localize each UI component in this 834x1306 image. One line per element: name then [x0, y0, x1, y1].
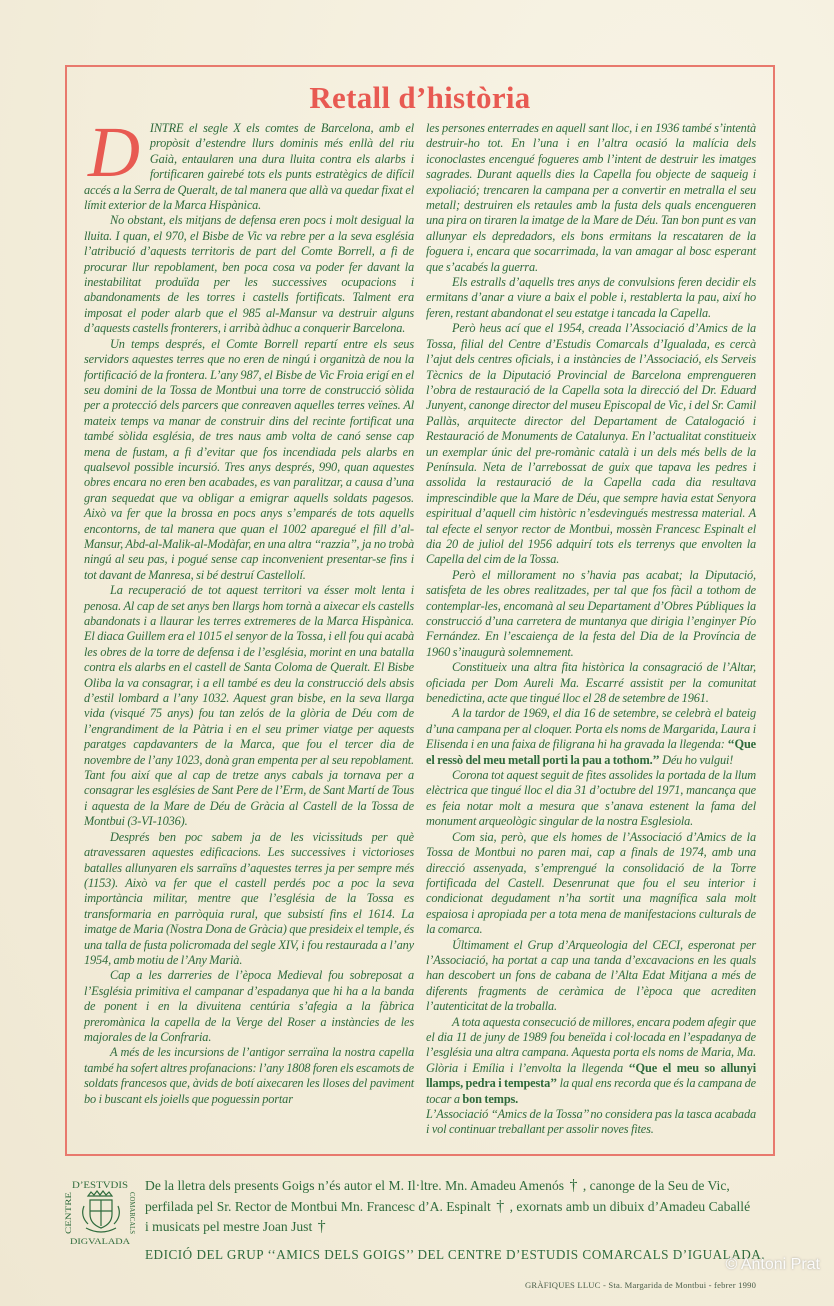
footer-bottom-row — [0, 1256, 834, 1302]
paragraph-text: Déu ho vulgui! — [659, 752, 734, 767]
edition-line: EDICIÓ DEL GRUP ‘‘AMICS DELS GOIGS’’ DEL CENTRE D’ESTUDIS COMARCALS D’IGUALADA. — [145, 1246, 766, 1262]
paragraph-text: la qual ens recorda que és la campana de tocar a — [426, 1076, 756, 1106]
credits-text: , canonge de la Seu de Vic, — [582, 1178, 730, 1193]
paragraph: Però heus ací que el 1954, creada l’Associació d’Amics de la Tossa, filial del Centre d’Estudis Comarcals d’Igualada, es cercà l’ajut dels centres oficials, i a instàncies de l’Associació, els Serveis Tècnics de la Diputació Provincial de Barcelona emprengueren l’obra de restauració de la Capella sota la direcció del Dr. Eduard Junyent, canonge director del museu Episcopal de Vic, i del Sr. Camil Pallàs, arquitecte director del Departament de Catalogació i Restauració de Monuments de Catalunya. En l’actualitat constitueix un exemplar únic del pre-romànic català i un dels més bells de la Península. Neta de l’arrebossat de guix que tapava les pedres i assolida la restauració de la Capella cada dia resultava imprescindible que la Mare de Déu, que sempre havia estat Senyora espiritual d’aquell cim històric n’esdevingués mestressa material. A tal efecte el senyor rector de Montbui, mossèn Francesc Espinalt el dia 20 de juliol del 1956 adquirí tots els terrenys que envolten la Capella del cim de la Tossa. — [426, 321, 756, 567]
credits-text: i musicats pel mestre Joan Just — [145, 1219, 313, 1234]
bon-temps: bon temps. — [462, 1091, 519, 1106]
printer-line: GRÀFIQUES LLUC - Sta. Margarida de Montbui - febrer 1990 — [525, 1280, 757, 1290]
paragraph: A més de les incursions de l’antigor serraïna la nostra capella també ha sofert altres profanacions: l’any 1808 foren els escamots de soldats francesos que, àvids de botí aixecaren les lloses del paviment bo i buscant els joiells que poguessin portar — [84, 1045, 414, 1106]
paragraph: Corona tot aquest seguit de fites assolides la portada de la llum elèctrica que tingué lloc el dia 31 d’octubre del 1971, mancança que es feia notar molt a mesura que s’anava estenent la fama del monument arqueològic singular de la nostra Esglesiola. — [426, 768, 756, 829]
paragraph: Però el millorament no s’havia pas acabat; la Diputació, satisfeta de les obres realitzades, per tal que fos fàcil a tothom de contemplar-les, encomanà al seu Departament d’Obres Públiques la construcció d’una carretera de muntanya que dirigia l’enginyer Pío Fernández. En l’escaiença de la festa del Dia de la Província de 1960 s’inaugurà solemnement. — [426, 567, 756, 659]
cross-icon: † — [317, 1218, 326, 1235]
credits — [145, 1158, 795, 1238]
paragraph: Últimament el Grup d’Arqueologia del CECI, esperonat per l’Associació, ha portat a cap una tanda d’excavacions en les quals han descobert un fons de cabana de l’Alta Edat Mitjana a més de diferents fragments de ceràmica de l’època que acrediten l’autenticitat de la troballa. — [426, 937, 756, 1014]
article-frame — [65, 65, 775, 1156]
paragraph: Un temps després, el Comte Borrell repartí entre els seus servidors aquestes terres que no eren de ningú i organitzà de nou la fortificació de la frontera. L’any 987, el Bisbe de Vic Froia erigí en el seu domini de la Tossa de Montbui una torre de construcció sòlida per a protecció dels parcers que conreaven aquelles terres veïnes. Al mateix temps va manar de construir dins del recinte fortificat una també sòlida església, de tres naus amb volta de canó sense cap mena de fustam, a fi d’evitar que fos incendiada pels alarbs en qualsevol possible incursió. Tres anys després, 990, quan aquestes obres encara no eren ben acabades, es van paralitzar, a causa d’una gran sequedat que va obligar a emigrar aquells soldats pagesos. Això va fer que la brossa en pocs anys s’emparés de tots aquells encontorns, de tal manera que quan el 1002 aparegué el fill d’al-Mansur, Abd-al-Malik-al-Modàfar, en una altra ‘‘razzia’’, ja no trobà ningú al seu pas, i pogué sense cap inconvenient presentar-se fins i tot davant de Manresa, si bé destruí Castellolí. — [84, 336, 414, 582]
logo-text-top: D’ESTVDIS — [72, 1181, 128, 1191]
paragraph: Després ben poc sabem ja de les vicissituds per què atravessaren aquestes edificacions. Les successives i victorioses batalles allunyaren els sarraïns d’aquestes terres ja per sempre més (1153). Això va fer que el castell perdés poc a poc la seva importància militar, mentre que l’església de la Tossa es transformaria en parròquia rural, que subsistí fins el 1614. La imatge de Maria (Nostra Dona de Gràcia) que presideix el temple, és una talla de fusta policromada del segle XIV, i fou restaurada a l’any 1954, amb motiu de l’Any Marià. — [84, 829, 414, 967]
paragraph: No obstant, els mitjans de defensa eren pocs i molt desigual la lluita. I quan, el 970, el Bisbe de Vic va rebre per a la seva església l’atribució d’aquests territoris de part del Comte Borrell, a fi de procurar llur repoblament, ben poca cosa va poder fer davant la inestabilitat produïda per les successives ocupacions i abandonaments de les torres i castells fortificats. Talment era imposat el poder alarb que el 985 al-Mansur va destruir alguns d’aquests castells fronterers, i arribà àdhuc a conquerir Barcelona. — [84, 213, 414, 336]
paragraph — [84, 112, 414, 213]
cross-icon: † — [569, 1177, 578, 1194]
ceci-logo — [62, 1178, 138, 1246]
paragraph — [426, 706, 756, 768]
paragraph-text: A la tardor de 1969, el dia 16 de setembre, se celebrà el bateig d’una campana per al cloquer. Porta els noms de Margarida, Laura i Elisenda i en una faixa de filigrana hi ha gravada la llegenda: — [426, 706, 756, 752]
bell-legend-1989: ‘‘Que el meu so allunyi llamps, pedra i tempesta’’ — [426, 1060, 756, 1091]
article-columns — [84, 112, 756, 1138]
paragraph: Constitueix una altra fita històrica la consagració de l’Altar, oficiada per Dom Aureli Ma. Escarré assistit per la comunitat benedictina, acte que tingué lloc el 28 de setembre de 1961. — [426, 660, 756, 706]
paragraph: L’Associació ‘‘Amics de la Tossa’’ no considera pas la tasca acabada i vol continuar treballant per assolir noves fites. — [426, 1107, 756, 1137]
logo-text-bottom: DIGVALADA — [70, 1236, 132, 1246]
paragraph — [426, 1015, 756, 1107]
paragraph-text: INTRE el segle X els comtes de Barcelona, amb el propòsit d’estendre llurs dominis més enllà del riu Gaià, entaularen una dura lluita contra els alarbs i fortificaren gairebé tots els punts estratègics de difícil accés a la Serra de Queralt, de tal manera que allà va quedar fixat el límit exterior de la Marca Hispànica. — [84, 121, 414, 213]
credits-text: perfilada pel Sr. Rector de Montbui Mn. Francesc d’A. Espinalt — [145, 1198, 491, 1214]
logo-text-left: CENTRE — [63, 1200, 73, 1234]
credits-line-1 — [145, 1176, 795, 1197]
paragraph: La recuperació de tot aquest territori va ésser molt lenta i penosa. Al cap de set anys ben llargs hom tornà a aixecar els castells abandonats i a llaurar les terres extremeres de la Marca Hispànica. El diaca Guillem era el 1015 el senyor de la Tossa, i ell fou qui acabà les obres de la torre de defensa i de l’església, morint en una batalla contra els alarbs en el castell de Santa Coloma de Queralt. El Bisbe Oliba la va consagrar, i a ell també es deu la construcció dels absis d’estil lombard a l’any 1032. Aquest gran bisbe, en la seva llarga vida (visqué 75 anys) fou tan zelós de la glòria de Déu com de l’engrandiment de la Pàtria i en el seu primer viatge per aquests paratges capdavanters de la Marca, que fou el tercer dia de novembre de l’any 1023, donà gran empenta per al seu repoblament. Tant fou així que al cap de tretze anys cabals ja tornava per a consagrar les esglésies de Sant Pere de l’Erm, de Sant Martí de Tous i aquesta de la Mare de Déu de Gràcia al Castell de la Tossa de Montbui (3-VI-1036). — [84, 583, 414, 829]
footer-inner — [0, 1158, 834, 1270]
credits-line-3 — [145, 1217, 795, 1238]
drop-cap: D — [88, 112, 140, 192]
logo-text-right: COMARCALS — [128, 1192, 137, 1239]
shield-icon — [83, 1191, 120, 1232]
bell-legend-1969: ‘‘Que el ressò del meu metall porti la pau a tothom.’’ — [426, 737, 756, 767]
paragraph: Els estralls d’aquells tres anys de convulsions feren decidir els ermitans d’anar a viure a baix el poble i, restablerta la pau, així ho feren, restant abandonat el seu estatge i tancada la Capella. — [426, 275, 756, 320]
credits-text: , exornats amb un dibuix d’Amadeu Caballé — [509, 1198, 751, 1214]
cross-icon: † — [496, 1197, 505, 1215]
copyright-watermark: © Antoni Prat — [725, 1256, 820, 1273]
footer — [0, 1158, 834, 1302]
paragraph: les persones enterrades en aquell sant lloc, i en 1936 també s’intentà destruir-ho tot. En l’una i en l’altra ocasió la malícia dels iconoclastes encengué fogueres amb l’intent de destruir les imatges sagrades. Durant aquells dies la Capella fou objecte de saqueig i expoliació; trencaren la campana per a convertir en metralla el seu metall; destruiren els retaules amb la fusta dels quals encengueren una pira on tiraren la imatge de la Mare de Déu. Tan bon punt es van allunyar els depredadors, els bons ermitans la rescataren de la foguera i, encara que socarrimada, la van amagar al bosc esperant que s’acabés la guerra. — [426, 121, 756, 274]
left-column — [84, 112, 414, 1107]
credits-text: De la lletra dels presents Goigs n’és autor el M. Il·ltre. Mn. Amadeu Amenós — [145, 1178, 565, 1193]
paragraph: Com sia, però, que els homes de l’Associació d’Amics de la Tossa de Montbui no paren mai, cap a finals de 1974, amb una direcció assenyada, s’emprengué la consolidació de la Torre fortificada del Castell. Desenrunat que fou el seu interior i condicionat degudament n’ha sortit una magnífica sala molt espaiosa i apropiada per a tota mena de manifestacions culturals de la comarca. — [426, 829, 756, 937]
paragraph: Cap a les darreries de l’època Medieval fou sobreposat a l’Església primitiva el campanar d’espadanya que hi ha a la banda de ponent i en la divuitena centúria s’afegia a la fàbrica preromànica la capella de la Verge del Roser a instàncies de les majorales de la Confraria. — [84, 968, 414, 1044]
page-title: Retall d’història — [309, 80, 531, 115]
right-column — [426, 121, 756, 1138]
paragraph-text: A tota aquesta consecució de millores, encara podem afegir que el dia 11 de juny de 1989 fou beneïda i col·locada en l’espadanya de l’església una altra campana. Aquesta porta els noms de Maria, Ma. Glòria i Emília i l’envolta la llegenda — [426, 1014, 756, 1075]
